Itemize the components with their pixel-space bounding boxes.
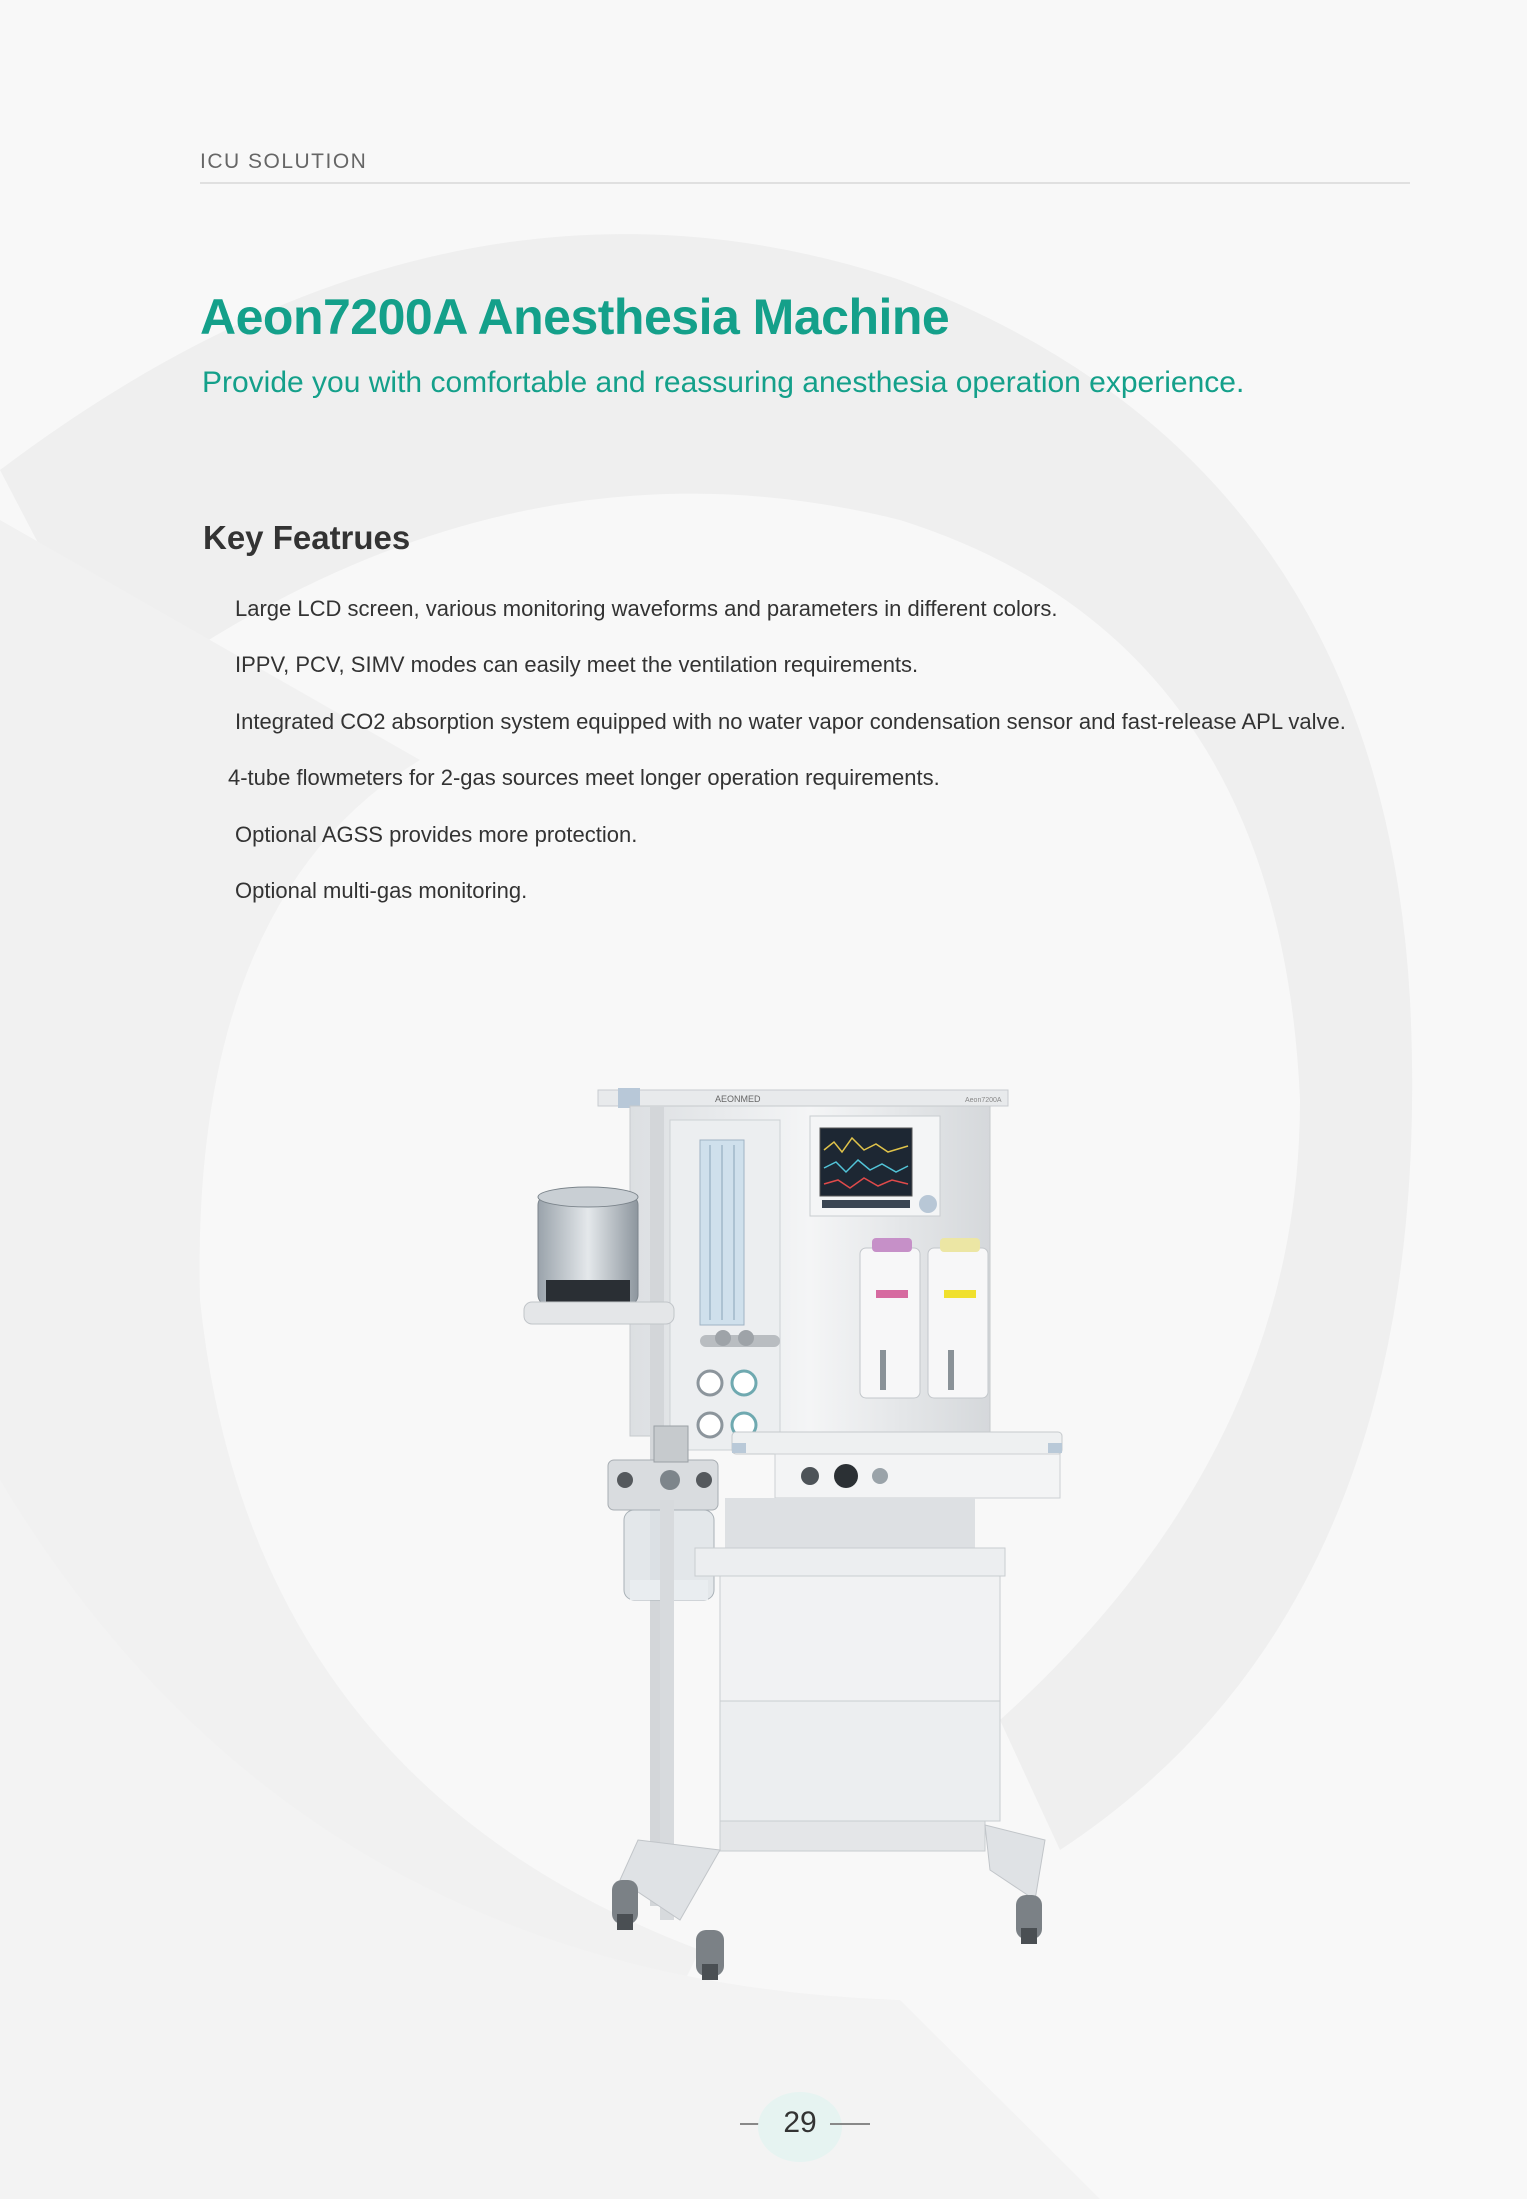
- features-heading: Key Featrues: [203, 519, 411, 556]
- brand-logo: AEONMED: [715, 1094, 761, 1104]
- feature-item: Integrated CO2 absorption system equipped with no water vapor condensation sensor and fast-release APL valve.: [235, 709, 1346, 734]
- anesthesia-machine-image: [520, 1080, 1080, 1980]
- feature-item: Optional AGSS provides more protection.: [235, 822, 638, 847]
- section-label: ICU SOLUTION: [200, 150, 368, 173]
- model-label: Aeon7200A: [965, 1097, 1002, 1104]
- page-number: 29: [783, 2106, 817, 2139]
- feature-item: Large LCD screen, various monitoring waveforms and parameters in different colors.: [235, 596, 1058, 621]
- feature-item: IPPV, PCV, SIMV modes can easily meet the ventilation requirements.: [235, 652, 919, 677]
- header-divider: [200, 182, 1410, 184]
- page-number-badge: [700, 2080, 900, 2170]
- feature-item: Optional multi-gas monitoring.: [235, 878, 528, 903]
- product-subtitle: Provide you with comfortable and reassuring anesthesia operation experience.: [202, 366, 1245, 399]
- feature-item: 4-tube flowmeters for 2-gas sources meet longer operation requirements.: [228, 765, 940, 790]
- product-title: Aeon7200A Anesthesia Machine: [200, 289, 950, 345]
